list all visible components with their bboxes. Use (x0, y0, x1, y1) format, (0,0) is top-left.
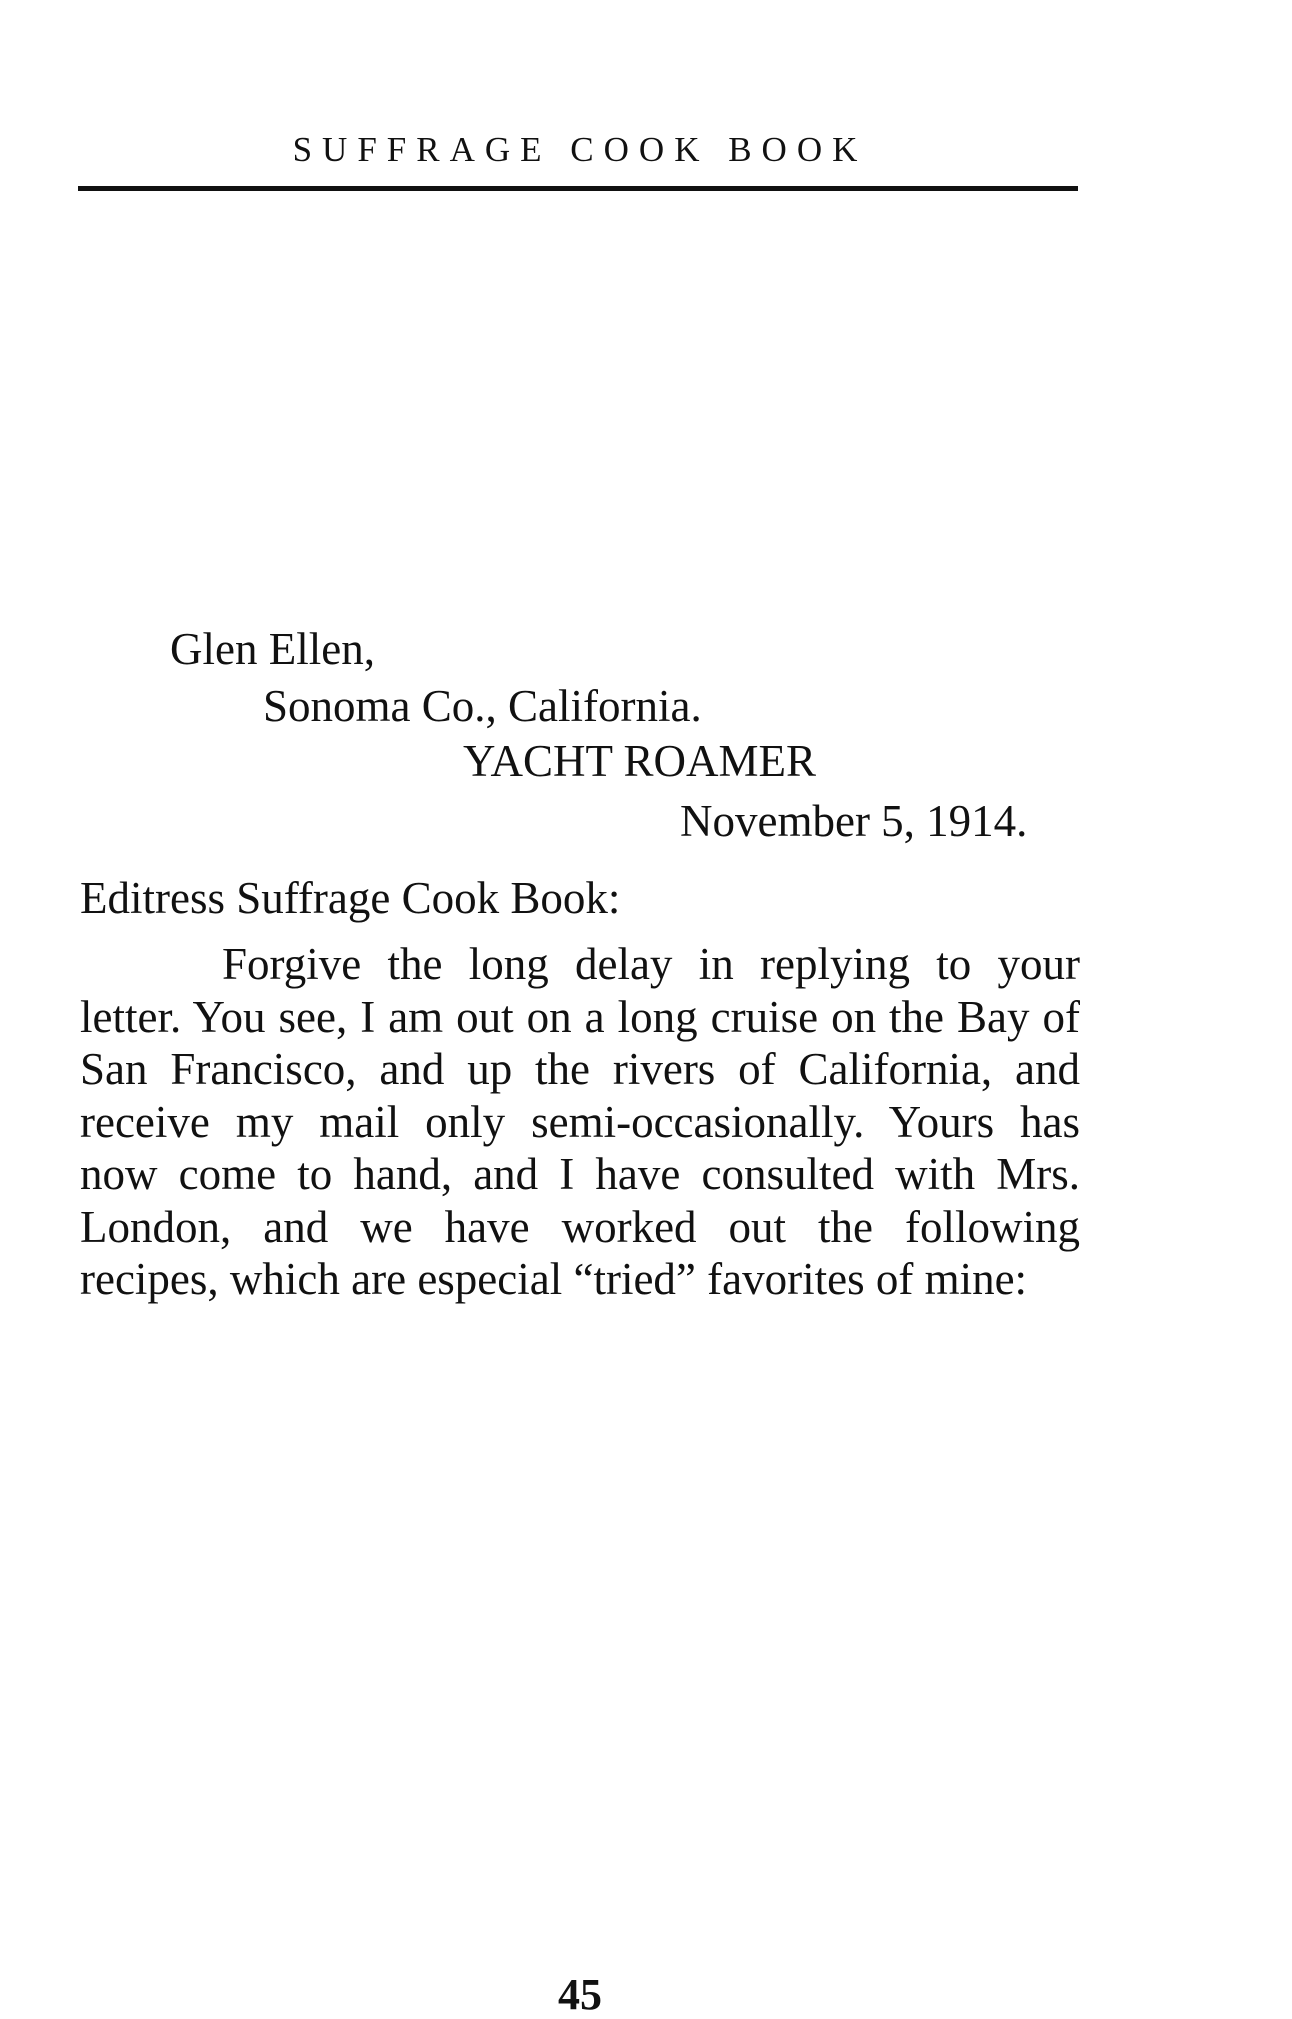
running-head: SUFFRAGE COOK BOOK (292, 130, 868, 169)
header-rule (78, 186, 1078, 191)
letter-place-line-3: YACHT ROAMER (463, 736, 816, 786)
letter-date: November 5, 1914. (680, 796, 1028, 846)
letter-place-line-2: Sonoma Co., California. (263, 681, 702, 731)
page-number: 45 (558, 1970, 602, 2019)
letter-salutation: Editress Suffrage Cook Book: (80, 873, 621, 923)
letter-place-line-1: Glen Ellen, (170, 624, 375, 674)
letter-body: Forgive the long delay in replying to your letter. You see, I am out on a long cruise on the Bay of San Francisco, and up the rivers of California, and receive my mail only semi-occasionally. Yours has now come to hand, and I have consulted with Mrs. London, and we have worked out the following recipes, which are especial “tried” favorites of mine: (80, 939, 1080, 1304)
